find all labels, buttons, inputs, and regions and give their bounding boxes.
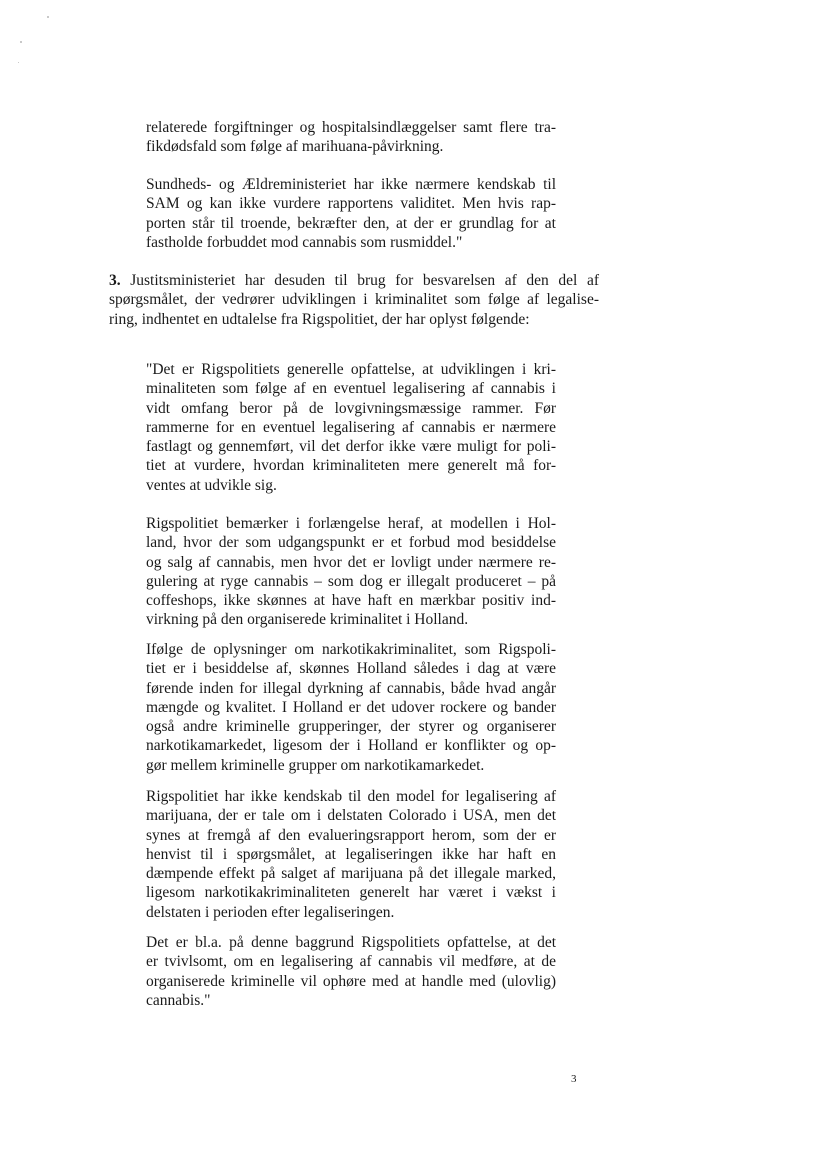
text-line: og salg af cannabis, men hvor det er lovligt under nærmere re- [146,553,556,571]
text-line: ventes at udvikle sig. [146,476,277,494]
text-line: land, hvor der som udgangspunkt er et forbud mod besiddelse [146,534,556,552]
text-line: synes at fremgå af den evalueringsrapport herom, som der er [146,826,556,844]
text-line: henvist til i spørgsmålet, at legaliseringen ikke har haft en [146,845,556,863]
text-line: Rigspolitiet bemærker i forlængelse heraf, at modellen i Hol- [146,515,556,532]
text-line: er tvivlsomt, om en legalisering af cannabis vil medføre, at de [146,953,556,971]
text-line: ligesom narkotikakriminaliteten generelt har været i vækst i [146,884,556,902]
text-line: SAM og kan ikke vurdere rapportens validitet. Men hvis rap- [146,195,556,213]
text-line: spørgsmålet, der vedrører udviklingen i kriminalitet som følge af legalise- [109,291,599,309]
text-line: vidt omfang beror på de lovgivningsmæssige rammer. Før [146,399,556,417]
section-3-paragraph [109,271,599,329]
text-line: Sundheds- og Ældreministeriet har ikke nærmere kendskab til [146,176,556,193]
page-number: 3 [571,1073,577,1085]
text-line: ring, indhentet en udtalelse fra Rigspolitiet, der har oplyst følgende: [109,310,530,328]
text-line [109,271,599,290]
text-line: delstaten i perioden efter legaliseringen. [146,903,395,921]
text-line: narkotikamarkedet, ligesom der i Holland er konflikter og op- [146,737,556,755]
text-line: marijuana, der er tale om i delstaten Colorado i USA, men det [146,807,556,825]
text-line: gør mellem kriminelle grupper om narkotikamarkedet. [146,756,485,774]
police-quote-paragraph-2 [146,514,556,630]
intro-quote-paragraph-2 [146,175,556,252]
text-line: relaterede forgiftninger og hospitalsindlæggelser samt flere tra- [146,119,556,136]
text-line: mængde og kvalitet. I Holland er det udover rockere og bander [146,698,556,716]
text-line: coffeshops, ikke skønnes at have haft en mærkbar positiv ind- [146,592,556,610]
police-quote-paragraph-1 [146,360,556,495]
text-line: gulering at ryge cannabis – som dog er illegalt produceret – på [146,572,556,590]
scan-speck [18,62,19,63]
text-line: også andre kriminelle grupperinger, der styrer og organiserer [146,718,556,736]
section-first-line: Justitsministeriet har desuden til brug for besvarelsen af den del af [120,272,599,289]
text-line: førende inden for illegal dyrkning af cannabis, både hvad angår [146,679,556,697]
police-quote-paragraph-4 [146,787,556,922]
section-number: 3. [109,272,121,289]
text-line: organiserede kriminelle vil ophøre med at handle med (ulovlig) [146,972,556,990]
text-line: "Det er Rigspolitiets generelle opfattelse, at udviklingen i kri- [146,361,556,378]
text-line: tiet er i besiddelse af, skønnes Holland således i dag at være [146,660,556,678]
text-line: Det er bl.a. på denne baggrund Rigspolitiets opfattelse, at det [146,934,556,951]
text-line: fastlagt og gennemført, vil det derfor ikke være muligt for poli- [146,438,556,456]
police-quote-paragraph-5 [146,933,556,1010]
text-line: virkning på den organiserede kriminalitet i Holland. [146,611,469,629]
text-line: Rigspolitiet har ikke kendskab til den model for legalisering af [146,788,556,805]
police-quote-paragraph-3 [146,640,556,775]
text-line: tiet at vurdere, hvordan kriminaliteten mere generelt må for- [146,457,556,475]
text-line: fikdødsfald som følge af marihuana-påvirkning. [146,138,444,156]
text-line: rammerne for en eventuel legalisering af cannabis er nærmere [146,418,556,436]
text-line: dæmpende effekt på salget af marijuana på det illegale marked, [146,865,556,883]
scan-speck [20,41,22,43]
text-line: fastholde forbuddet mod cannabis som rusmiddel." [146,233,463,251]
intro-quote-paragraph-1 [146,118,556,157]
scan-speck [47,16,49,18]
text-line: cannabis." [146,991,211,1009]
text-line: porten står til troende, bekræfter den, at der er grundlag for at [146,214,556,232]
text-line: Ifølge de oplysninger om narkotikakriminalitet, som Rigspoli- [146,641,556,658]
text-line: minaliteten som følge af en eventuel legalisering af cannabis i [146,380,556,398]
